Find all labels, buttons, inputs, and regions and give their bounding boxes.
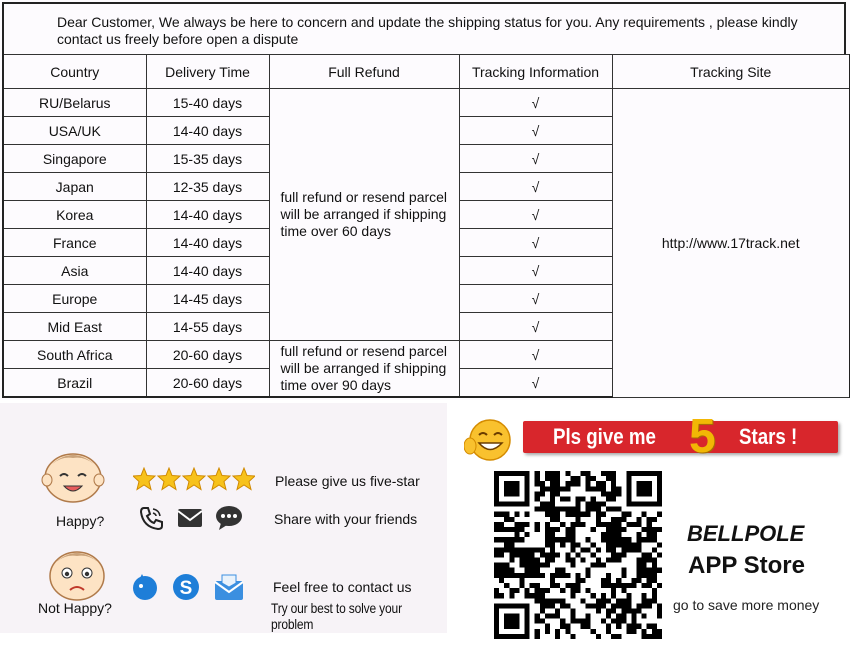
tracking-check-cell: √ xyxy=(459,145,612,173)
envelope-icon xyxy=(177,507,203,529)
delivery-time-cell: 15-35 days xyxy=(146,145,269,173)
tracking-check-cell: √ xyxy=(459,117,612,145)
country-cell: France xyxy=(3,229,146,257)
notice-line-1: Dear Customer, We always be here to concern and update the shipping status for you. Any requirements , please kindly xyxy=(57,14,798,30)
tracking-site-cell xyxy=(612,89,850,398)
header-full-refund: Full Refund xyxy=(269,55,459,89)
happy-label: Happy? xyxy=(56,513,105,529)
tracking-check-cell: √ xyxy=(459,201,612,229)
country-cell: South Africa xyxy=(3,341,146,369)
delivery-time-cell: 14-40 days xyxy=(146,117,269,145)
sad-face-icon xyxy=(44,546,110,604)
tracking-check-cell: √ xyxy=(459,173,612,201)
country-cell: RU/Belarus xyxy=(3,89,146,117)
tracking-check-cell: √ xyxy=(459,257,612,285)
rating-banner xyxy=(523,421,838,453)
messenger-bird-icon xyxy=(131,573,159,601)
header-delivery-time: Delivery Time xyxy=(146,55,269,89)
header-tracking-information: Tracking Information xyxy=(459,55,612,89)
delivery-time-cell: 20-60 days xyxy=(146,369,269,398)
notice-line-2: contact us freely before open a dispute xyxy=(57,31,299,47)
phone-icon xyxy=(138,505,164,531)
header-country: Country xyxy=(3,55,146,89)
happy-face-icon xyxy=(40,448,106,506)
delivery-time-cell: 14-55 days xyxy=(146,313,269,341)
header-tracking-site: Tracking Site xyxy=(612,55,850,89)
banner-five-number: 5 xyxy=(689,410,716,463)
refund-policy-60-cell xyxy=(269,89,459,341)
country-cell: USA/UK xyxy=(3,117,146,145)
refund-90-line-2: will be arranged if shipping xyxy=(280,360,447,376)
country-cell: Japan xyxy=(3,173,146,201)
tracking-site-link[interactable]: http://www.17track.net xyxy=(661,234,800,251)
feedback-panel xyxy=(0,403,447,633)
tracking-check-cell: √ xyxy=(459,341,612,369)
refund-60-line-3: time over 60 days xyxy=(280,223,391,239)
not-happy-label: Not Happy? xyxy=(38,600,112,616)
tracking-check-cell: √ xyxy=(459,369,612,398)
tracking-check-cell: √ xyxy=(459,285,612,313)
refund-90-line-3: time over 90 days xyxy=(280,377,391,393)
refund-policy-90-cell xyxy=(269,341,459,398)
five-star-text: Please give us five-star xyxy=(275,473,420,489)
five-stars-icon xyxy=(133,467,255,491)
app-tagline: go to save more money xyxy=(673,597,820,613)
contact-text: Feel free to contact us xyxy=(273,579,412,595)
banner-pls-text: Pls give me xyxy=(553,424,656,449)
chat-bubble-icon xyxy=(215,505,243,531)
svg-text:S: S xyxy=(179,578,193,599)
country-cell: Europe xyxy=(3,285,146,313)
table-row xyxy=(3,89,850,117)
delivery-time-cell: 14-40 days xyxy=(146,257,269,285)
delivery-time-cell: 14-45 days xyxy=(146,285,269,313)
banner-stars-text: Stars ! xyxy=(739,424,798,449)
share-text: Share with your friends xyxy=(274,511,418,527)
delivery-time-cell: 20-60 days xyxy=(146,341,269,369)
tracking-check-cell: √ xyxy=(459,89,612,117)
country-cell: Korea xyxy=(3,201,146,229)
country-cell: Singapore xyxy=(3,145,146,173)
solve-text: Try our best to solve your problem xyxy=(271,600,402,632)
delivery-time-cell: 15-40 days xyxy=(146,89,269,117)
customer-notice xyxy=(2,2,846,54)
winking-smiley-icon xyxy=(464,416,514,462)
qr-code-image[interactable] xyxy=(494,469,662,641)
app-store-label: APP Store xyxy=(688,552,805,579)
refund-90-line-1: full refund or resend parcel xyxy=(280,343,448,359)
skype-icon xyxy=(172,573,200,601)
delivery-time-cell: 12-35 days xyxy=(146,173,269,201)
tracking-check-cell: √ xyxy=(459,229,612,257)
country-cell: Brazil xyxy=(3,369,146,398)
tracking-check-cell: √ xyxy=(459,313,612,341)
refund-60-line-1: full refund or resend parcel xyxy=(280,189,448,205)
shipping-table xyxy=(2,54,850,398)
email-icon xyxy=(214,573,244,601)
country-cell: Mid East xyxy=(3,313,146,341)
country-cell: Asia xyxy=(3,257,146,285)
delivery-time-cell: 14-40 days xyxy=(146,201,269,229)
app-promo-panel xyxy=(453,403,850,649)
table-header-row xyxy=(3,55,850,89)
delivery-time-cell: 14-40 days xyxy=(146,229,269,257)
refund-60-line-2: will be arranged if shipping xyxy=(280,206,447,222)
app-brand-name: BELLPOLE xyxy=(687,521,805,546)
